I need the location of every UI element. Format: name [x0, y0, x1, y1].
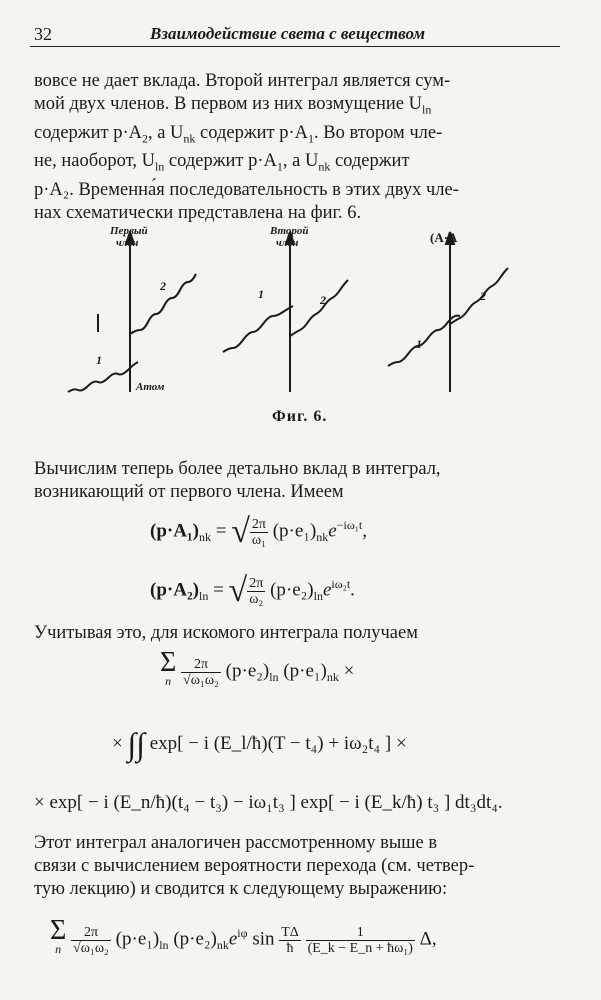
- text-line: мой двух членов. В первом из них возмущение $U_{ln}$: [34, 94, 432, 117]
- wavy-photon-1: [223, 306, 293, 352]
- paragraph-2: [34, 458, 559, 504]
- equation-1: $(p\cdot A_1)_{nk}$ = √ $\frac{2\pi}{\text{ω₁}}$ $(p\cdot e_1)_{nk}e^{-i\omega_1t}$,: [150, 513, 367, 550]
- figure-6: [58, 224, 538, 414]
- paragraph-3: [34, 622, 559, 645]
- text-line: Вычислим теперь более детально вклад в интеграл,: [34, 459, 441, 479]
- text-line: нах схематически представлена на фиг. 6.: [34, 203, 362, 224]
- text-line: возникающий от первого члена. Имеем: [34, 482, 344, 502]
- equation-3: Σ n $\frac{2\pi}{\text{√ω₁ω₂}}$ $(p\cdot e_2)_{ln}$ $(p\cdot e_1)_{nk}$ ×: [160, 647, 355, 688]
- text-line: содержит $p\cdot A_2$, а $U_{nk}$ содержит $p\cdot A_1$. Во втором чле-: [34, 122, 443, 146]
- label-photon-2: 2: [160, 279, 166, 293]
- text-line: Этот интеграл аналогичен рассмотренному выше в: [34, 833, 438, 853]
- paragraph-4: [34, 832, 559, 901]
- equation-2: $(p\cdot A_2)_{ln}$ = √ $\frac{2\pi}{\text{ω₂}}$ $(p\cdot e_2)_{ln}e^{i\omega_2t}$.: [150, 572, 355, 609]
- text-line: связи с вычислением вероятности перехода (см. четвер-: [34, 856, 475, 876]
- running-title: Взаимодействие света с веществом: [150, 24, 425, 43]
- text-line: Учитывая это, для искомого интеграла получаем: [34, 623, 418, 643]
- text-line: не, наоборот, $U_{ln}$ содержит $p\cdot A_1$, а $U_{nk}$ содержит: [34, 151, 410, 175]
- equation-4: × ∫∫ exp[ − i (E_l/ħ)(T − t₄) + iω₂t₄ ] ×: [112, 726, 407, 762]
- text-line: вовсе не дает вклада. Второй интеграл является сум-: [34, 71, 451, 91]
- wavy-photon-1: [68, 362, 138, 392]
- label-photon-2: 2: [320, 293, 326, 307]
- label-photon-1: 1: [258, 287, 264, 301]
- label-photon-1: 1: [416, 337, 422, 351]
- wavy-photon-2: [290, 280, 348, 336]
- equation-6: Σ n $\frac{2\pi}{\text{√ω₁ω₂}}$ $(p\cdot e_1)_{ln}$ $(p\cdot e_2)_{nk}e^{i\varphi}$ sin $\frac{T\Delta}{ħ}$ $\frac{1}{\text{(E\_k − E\_n + ħω₁)}}$ Δ,: [50, 915, 437, 956]
- text-line: тую лекцию) и сводится к следующему выражению:: [34, 879, 448, 899]
- equation-5: × exp[ − i (E_n/ħ)(t₄ − t₃) − iω₁t₃ ] exp[ − i (E_k/ħ) t₃ ] dt₃dt₄.: [34, 792, 503, 813]
- label-a-a: (A·A: [430, 230, 458, 245]
- text-line: p·A₂. Временна́я последовательность в этих двух чле-: [34, 180, 459, 201]
- header-rule: [30, 46, 560, 47]
- label-first-member-2: член: [116, 237, 139, 249]
- paragraph-1: [34, 70, 559, 225]
- page-number: 32: [34, 24, 52, 44]
- label-photon-2: 2: [480, 289, 486, 303]
- label-photon-1: 1: [96, 353, 102, 367]
- label-atom: Атом: [136, 381, 165, 393]
- label-second-member-2: член: [276, 237, 299, 249]
- label-first-member-1: Первый: [110, 225, 148, 237]
- label-second-member-1: Второй: [270, 225, 309, 237]
- figure-caption: Фиг. 6.: [272, 408, 328, 425]
